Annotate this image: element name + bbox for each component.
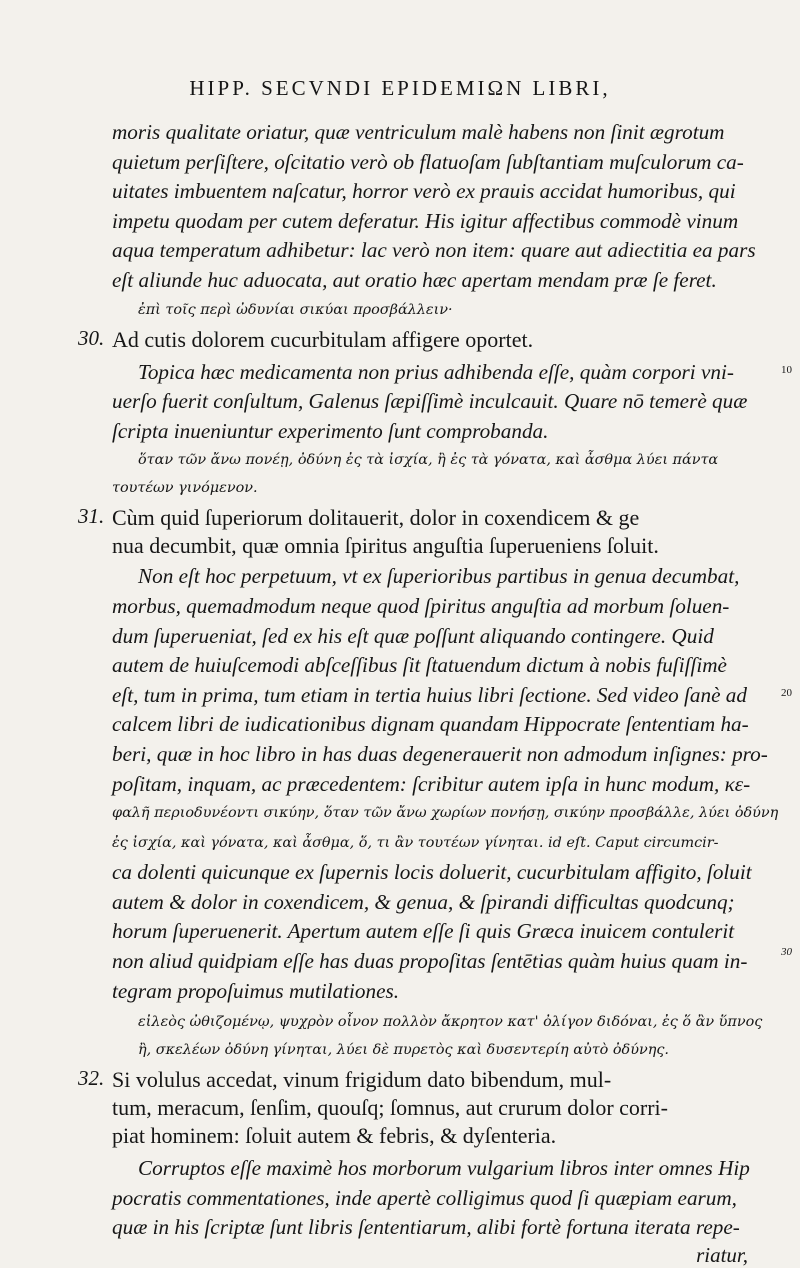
greek-aphorism-31-cont — [112, 474, 748, 502]
text-line: impetu quodam per cutem deferatur. His igitur affectibus commodè vinum — [112, 208, 739, 233]
running-header: HIPP. SECVNDI EPIDEMIΩN LIBRI, — [189, 76, 611, 100]
aphorism-text: piat hominem: ſoluit autem & febris, & dyſenteria. — [112, 1123, 557, 1149]
aphorism-31 — [78, 504, 748, 560]
commentary-30 — [112, 358, 792, 388]
greek-line: ἐπὶ τοῖς περὶ ὠδυνίαι σικύαι προσβάλλειν· — [138, 301, 453, 318]
text-line: dum ſuperueniat, ſed ex his eſt quæ poſſunt aliquando contingere. Quid — [112, 623, 714, 648]
aphorism-text: tum, meracum, ſenſim, quouſq; ſomnus, aut crurum dolor corri- — [112, 1095, 668, 1121]
text-line: ca dolenti quicunque ex ſupernis locis doluerit, cucurbitulam affigito, ſoluit — [112, 860, 752, 885]
greek-line: εἰλεὸς ὠθιζομένῳ, ψυχρὸν οἶνον πολλὸν ἄκρητον κατ' ὀλίγον διδόναι, ἐς ὅ ἂν ὕπνος — [138, 1014, 763, 1031]
aphorism-number: 30. — [78, 325, 105, 350]
text-line: ſcripta inueniuntur experimento ſunt comprobanda. — [112, 418, 549, 443]
text-line: tegram propoſuimus mutilationes. — [112, 978, 400, 1003]
greek-aphorism-31 — [112, 446, 748, 474]
commentary-29-end — [112, 118, 756, 296]
aphorism-number: 32. — [78, 1066, 105, 1091]
aphorism-30 — [78, 325, 748, 354]
commentary-text — [112, 118, 756, 296]
text-line: Corruptos eſſe maximè hos morborum vulgarium libros inter omnes Hip — [138, 1156, 750, 1181]
text-line: horum ſuperuenerit. Apertum autem eſſe ſi quis Græca inuicem contulerit — [112, 919, 735, 944]
text-line: quietum perſiſtere, oſcitatio verò ob flatuoſam ſubſtantiam muſculorum ca- — [112, 149, 744, 174]
commentary-30-cont — [112, 387, 748, 446]
text-line: morbus, quemadmodum neque quod ſpiritus anguſtia ad morbum ſoluen- — [112, 593, 730, 618]
text-line: Non eſt hoc perpetuum, vt ex ſuperioribus partibus in genua decumbat, — [138, 564, 740, 589]
greek-line: φαλῆ περιοδυνέοντι σικύην, ὅταν τῶν ἄνω χωρίων πονήσῃ, σικύην προσβάλλε, λύει ὀδύνη — [112, 805, 779, 822]
aphorism-text: Ad cutis dolorem cucurbitulam affigere oportet. — [112, 326, 534, 352]
text-line: aqua temperatum adhibetur: lac verò non item: quare aut adiectitia ea pars — [112, 238, 756, 263]
text-line: non aliud quidpiam eſſe has duas propoſitas ſentētias quàm huius quam in- — [112, 949, 748, 974]
text-line: poſitam, inquam, ac præcedentem: ſcribitur autem ipſa in hunc modum, κε- — [112, 771, 751, 796]
text-line: eſt, tum in prima, tum etiam in tertia huius libri ſectione. Sed video ſanè ad — [112, 682, 747, 707]
margin-line-number: 30 — [781, 946, 792, 959]
greek-line: ἐς ἰσχία, καὶ γόνατα, καὶ ἆσθμα, ὅ, τι ἂν τουτέων γίνηται. id eſt. Caput circumcir- — [112, 834, 719, 851]
greek-aphorism-32 — [112, 1008, 763, 1064]
aphorism-text: nua decumbit, quæ omnia ſpiritus anguſtia ſuperueniens ſoluit. — [112, 533, 659, 559]
margin-line-number: 20 — [781, 687, 792, 700]
text-line: pocratis commentationes, inde apertè colligimus quod ſi quæpiam earum, — [112, 1185, 737, 1210]
greek-line: τουτέων γινόμενον. — [112, 480, 258, 497]
text-line: uitates imbuentem naſcatur, horror verò ex prauis accidat humoribus, qui — [112, 179, 736, 204]
text-line: quæ in his ſcriptæ ſunt libris ſententiarum, alibi fortè fortuna iterata repe- — [112, 1215, 740, 1240]
text-line: beri, quæ in hoc libro in has duas degenerauerit non admodum inſignes: pro- — [112, 741, 768, 766]
aphorism-text: Si volulus accedat, vinum frigidum dato bibendum, mul- — [112, 1067, 612, 1093]
text-line: uerſo fuerit conſultum, Galenus ſæpiſſimè inculcauit. Quare nō temerè quæ — [112, 389, 748, 414]
text-line: eſt aliunde huc aduocata, aut oratio hæc apertam mendam præ ſe feret. — [112, 267, 717, 292]
greek-line: ἢ, σκελέων ὀδύνη γίνηται, λύει δὲ πυρετὸς καὶ δυσεντερίη αὐτὸ ὀδύνης. — [138, 1042, 669, 1059]
catchword: riatur, — [696, 1243, 748, 1268]
text-line: Topica hæc medicamenta non prius adhibenda eſſe, quàm corpori vni- — [138, 359, 734, 384]
text-line: autem & dolor in coxendicem, & genua, & ſpirandi difficultas quodcunq; — [112, 889, 735, 914]
text-line: calcem libri de iudicationibus dignam quandam Hippocrate ſententiam ha- — [112, 712, 749, 737]
text-line: moris qualitate oriatur, quæ ventriculum malè habens non ſinit ægrotum — [112, 120, 725, 144]
margin-line-number: 10 — [781, 363, 792, 376]
aphorism-text: Cùm quid ſuperiorum dolitauerit, dolor in coxendicem & ge — [112, 505, 640, 531]
aphorism-number: 31. — [78, 504, 105, 529]
commentary-31 — [112, 562, 792, 1006]
greek-aphorism-30 — [112, 296, 748, 324]
aphorism-32 — [78, 1066, 748, 1150]
text-line: autem de huiuſcemodi abſceſſibus ſit ſtatuendum dictum à nobis fuſiſſimè — [112, 653, 727, 678]
commentary-32 — [112, 1154, 748, 1268]
greek-line: ὅταν τῶν ἄνω πονέῃ, ὀδύνη ἐς τὰ ἰσχία, ἢ ἐς τὰ γόνατα, καὶ ἆσθμα λύει πάντα — [138, 452, 719, 469]
